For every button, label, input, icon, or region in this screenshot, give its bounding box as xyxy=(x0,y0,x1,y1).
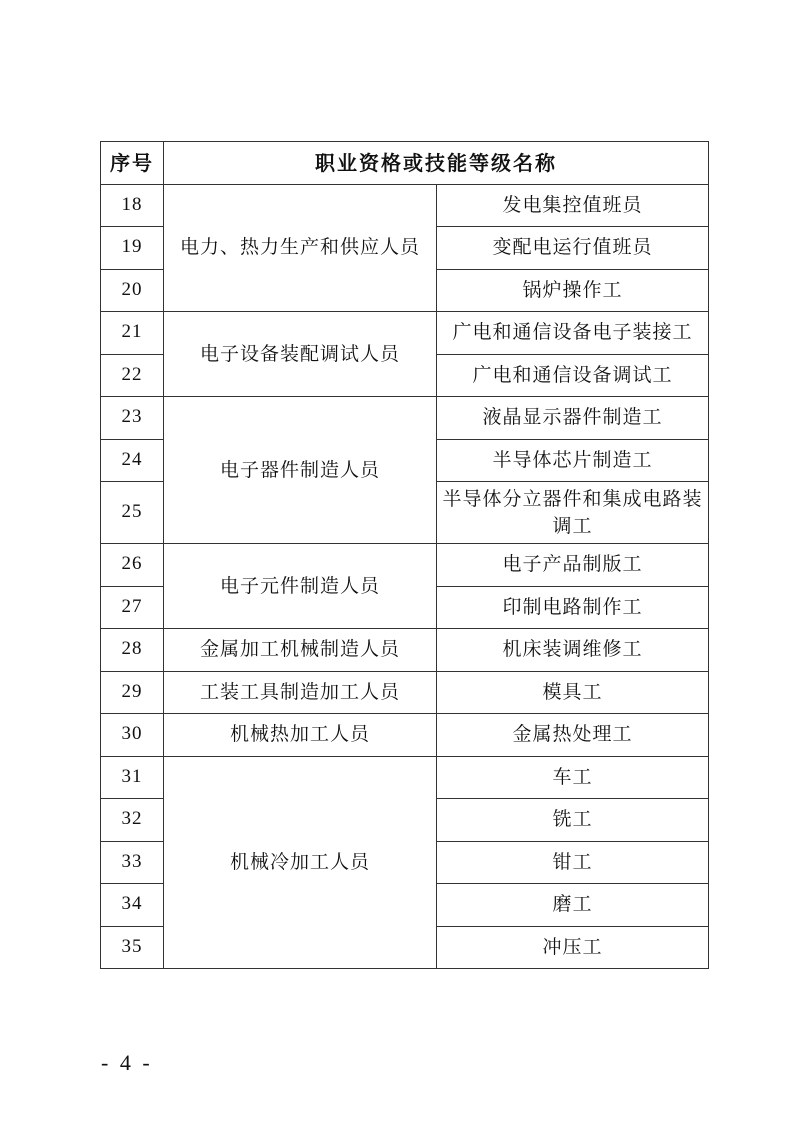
row-number: 26 xyxy=(101,544,164,587)
job-cell: 车工 xyxy=(437,756,709,799)
row-number: 33 xyxy=(101,841,164,884)
category-cell: 电子设备装配调试人员 xyxy=(164,312,437,397)
job-cell: 金属热处理工 xyxy=(437,714,709,757)
table-row xyxy=(101,544,709,587)
category-cell: 金属加工机械制造人员 xyxy=(164,629,437,672)
category-cell: 机械热加工人员 xyxy=(164,714,437,757)
job-cell: 磨工 xyxy=(437,884,709,927)
job-cell: 铣工 xyxy=(437,799,709,842)
table-row xyxy=(101,312,709,355)
row-number: 32 xyxy=(101,799,164,842)
table-header-row xyxy=(101,142,709,185)
job-cell: 钳工 xyxy=(437,841,709,884)
table-row xyxy=(101,629,709,672)
row-number: 30 xyxy=(101,714,164,757)
row-number: 27 xyxy=(101,586,164,629)
job-cell: 半导体分立器件和集成电路装调工 xyxy=(437,482,709,544)
header-seq: 序号 xyxy=(101,142,164,185)
page-number: - 4 - xyxy=(101,1050,153,1075)
job-cell: 模具工 xyxy=(437,671,709,714)
job-cell: 印制电路制作工 xyxy=(437,586,709,629)
job-cell: 半导体芯片制造工 xyxy=(437,439,709,482)
job-cell: 液晶显示器件制造工 xyxy=(437,397,709,440)
table-row xyxy=(101,397,709,440)
job-cell: 发电集控值班员 xyxy=(437,184,709,227)
row-number: 29 xyxy=(101,671,164,714)
job-cell: 变配电运行值班员 xyxy=(437,227,709,270)
row-number: 28 xyxy=(101,629,164,672)
category-cell: 机械冷加工人员 xyxy=(164,756,437,969)
row-number: 20 xyxy=(101,269,164,312)
job-cell: 广电和通信设备电子装接工 xyxy=(437,312,709,355)
job-cell: 锅炉操作工 xyxy=(437,269,709,312)
row-number: 23 xyxy=(101,397,164,440)
occupation-table xyxy=(100,141,709,969)
category-cell: 电子元件制造人员 xyxy=(164,544,437,629)
header-name: 职业资格或技能等级名称 xyxy=(164,142,709,185)
category-cell: 电力、热力生产和供应人员 xyxy=(164,184,437,312)
table-row xyxy=(101,671,709,714)
row-number: 24 xyxy=(101,439,164,482)
job-cell: 冲压工 xyxy=(437,926,709,969)
table-row xyxy=(101,756,709,799)
row-number: 18 xyxy=(101,184,164,227)
job-cell: 机床装调维修工 xyxy=(437,629,709,672)
row-number: 31 xyxy=(101,756,164,799)
job-cell: 电子产品制版工 xyxy=(437,544,709,587)
row-number: 22 xyxy=(101,354,164,397)
table-row xyxy=(101,714,709,757)
row-number: 19 xyxy=(101,227,164,270)
row-number: 35 xyxy=(101,926,164,969)
job-cell: 广电和通信设备调试工 xyxy=(437,354,709,397)
row-number: 25 xyxy=(101,482,164,544)
category-cell: 工装工具制造加工人员 xyxy=(164,671,437,714)
table-row xyxy=(101,184,709,227)
category-cell: 电子器件制造人员 xyxy=(164,397,437,544)
row-number: 21 xyxy=(101,312,164,355)
row-number: 34 xyxy=(101,884,164,927)
